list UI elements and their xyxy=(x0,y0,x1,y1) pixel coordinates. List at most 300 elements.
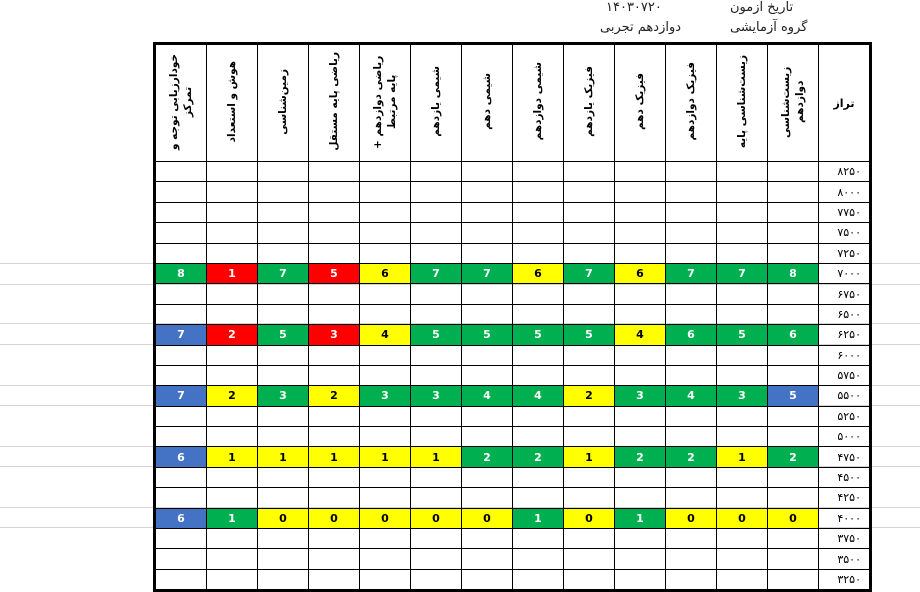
score-cell xyxy=(411,467,462,487)
score-cell xyxy=(462,488,513,508)
level-cell: ۶۲۵۰ xyxy=(819,325,871,345)
column-header-label: خودارزیابی توجه و تمرکز xyxy=(168,53,194,150)
score-cell xyxy=(258,162,309,182)
column-header-label: شیمی یازدهم xyxy=(430,66,442,137)
score-cell: 2 xyxy=(207,386,258,406)
score-cell xyxy=(666,549,717,569)
score-cell xyxy=(564,549,615,569)
table-row xyxy=(155,284,871,304)
score-cell xyxy=(615,467,666,487)
score-cell: 6 xyxy=(513,263,564,283)
table-row xyxy=(155,202,871,222)
column-header xyxy=(462,44,513,162)
column-header-label: شیمی دوازدهم xyxy=(532,62,544,141)
table-row xyxy=(155,345,871,365)
score-cell: 4 xyxy=(666,386,717,406)
score-cell xyxy=(768,529,819,549)
score-cell: 7 xyxy=(462,263,513,283)
score-cell xyxy=(309,202,360,222)
score-cell xyxy=(615,488,666,508)
score-cell xyxy=(564,284,615,304)
header-row xyxy=(155,44,871,162)
score-cell: 0 xyxy=(564,508,615,528)
score-cell xyxy=(258,488,309,508)
score-cell xyxy=(564,304,615,324)
score-cell xyxy=(309,284,360,304)
score-cell xyxy=(615,284,666,304)
score-cell xyxy=(768,284,819,304)
score-cell xyxy=(207,223,258,243)
score-cell xyxy=(513,304,564,324)
score-cell xyxy=(462,406,513,426)
score-cell xyxy=(462,345,513,365)
column-header-label: ریاضی دوازدهم + پایه مرتبط xyxy=(372,54,398,149)
level-cell: ۵۲۵۰ xyxy=(819,406,871,426)
level-cell: ۴۰۰۰ xyxy=(819,508,871,528)
score-cell xyxy=(258,202,309,222)
score-cell xyxy=(615,202,666,222)
column-header-label: فیزیک دهم xyxy=(634,73,646,130)
column-header-label: زیست‌شناسی دوازدهم xyxy=(780,65,806,138)
score-cell xyxy=(768,202,819,222)
score-cell xyxy=(309,529,360,549)
score-cell xyxy=(615,182,666,202)
score-cell xyxy=(717,488,768,508)
score-cell xyxy=(411,182,462,202)
score-cell: 7 xyxy=(666,263,717,283)
score-cell: 3 xyxy=(360,386,411,406)
score-cell: 0 xyxy=(462,508,513,528)
score-cell xyxy=(462,223,513,243)
score-cell xyxy=(309,182,360,202)
score-cell: 5 xyxy=(309,263,360,283)
table-row xyxy=(155,263,871,283)
column-header xyxy=(155,44,207,162)
score-cell xyxy=(155,284,207,304)
score-cell xyxy=(768,243,819,263)
score-cell xyxy=(666,162,717,182)
score-cell xyxy=(360,365,411,385)
score-cell: 6 xyxy=(360,263,411,283)
score-cell xyxy=(717,365,768,385)
score-cell xyxy=(666,345,717,365)
score-cell xyxy=(462,182,513,202)
score-cell: 0 xyxy=(768,508,819,528)
level-cell: ۸۲۵۰ xyxy=(819,162,871,182)
score-cell: 5 xyxy=(717,325,768,345)
score-cell xyxy=(207,243,258,263)
score-cell xyxy=(155,427,207,447)
score-cell xyxy=(666,406,717,426)
table-row xyxy=(155,162,871,182)
score-cell xyxy=(462,569,513,590)
score-cell: 1 xyxy=(615,508,666,528)
table-row xyxy=(155,508,871,528)
score-cell xyxy=(155,162,207,182)
score-cell xyxy=(411,569,462,590)
score-cell xyxy=(564,467,615,487)
score-cell xyxy=(462,549,513,569)
score-cell xyxy=(207,569,258,590)
score-cell xyxy=(768,345,819,365)
score-cell: 4 xyxy=(462,386,513,406)
score-cell xyxy=(462,365,513,385)
level-cell: ۷۰۰۰ xyxy=(819,263,871,283)
score-cell xyxy=(360,529,411,549)
score-cell xyxy=(666,182,717,202)
score-cell xyxy=(615,406,666,426)
score-cell: 8 xyxy=(768,263,819,283)
score-cell xyxy=(564,406,615,426)
score-cell xyxy=(513,467,564,487)
score-cell xyxy=(717,162,768,182)
score-cell xyxy=(513,162,564,182)
score-cell: 1 xyxy=(258,447,309,467)
score-cell xyxy=(717,406,768,426)
score-cell xyxy=(309,549,360,569)
score-cell xyxy=(666,202,717,222)
level-cell: ۵۵۰۰ xyxy=(819,386,871,406)
score-cell: 2 xyxy=(462,447,513,467)
table-row xyxy=(155,182,871,202)
score-cell xyxy=(615,549,666,569)
score-cell xyxy=(666,243,717,263)
score-cell xyxy=(768,488,819,508)
column-header xyxy=(615,44,666,162)
score-cell xyxy=(564,488,615,508)
score-cell: 0 xyxy=(258,508,309,528)
score-cell xyxy=(360,427,411,447)
score-cell xyxy=(717,569,768,590)
score-cell xyxy=(666,569,717,590)
column-header xyxy=(258,44,309,162)
score-cell xyxy=(513,284,564,304)
score-cell xyxy=(462,243,513,263)
level-cell: ۳۷۵۰ xyxy=(819,529,871,549)
score-cell xyxy=(258,365,309,385)
score-cell xyxy=(768,569,819,590)
score-cell xyxy=(768,162,819,182)
score-cell xyxy=(717,427,768,447)
score-cell: 5 xyxy=(513,325,564,345)
score-cell xyxy=(360,182,411,202)
level-cell: ۵۷۵۰ xyxy=(819,365,871,385)
score-cell xyxy=(155,202,207,222)
level-cell: ۳۲۵۰ xyxy=(819,569,871,590)
score-cell xyxy=(717,549,768,569)
score-cell xyxy=(207,549,258,569)
score-cell: 0 xyxy=(666,508,717,528)
score-cell xyxy=(564,345,615,365)
score-cell xyxy=(309,243,360,263)
score-cell xyxy=(155,345,207,365)
score-cell xyxy=(207,304,258,324)
score-cell xyxy=(513,569,564,590)
score-cell xyxy=(360,162,411,182)
score-table xyxy=(153,42,872,592)
score-cell xyxy=(666,488,717,508)
score-cell xyxy=(155,223,207,243)
score-cell xyxy=(564,182,615,202)
score-cell xyxy=(207,345,258,365)
score-cell: 3 xyxy=(411,386,462,406)
score-cell: 2 xyxy=(564,386,615,406)
score-cell xyxy=(309,162,360,182)
table-row xyxy=(155,223,871,243)
score-cell xyxy=(258,427,309,447)
score-cell: 8 xyxy=(155,263,207,283)
score-cell xyxy=(155,243,207,263)
score-cell: 1 xyxy=(564,447,615,467)
score-cell xyxy=(564,243,615,263)
column-header-label: هوش و استعداد xyxy=(226,60,238,143)
score-cell xyxy=(513,549,564,569)
score-cell xyxy=(615,529,666,549)
score-cell xyxy=(309,488,360,508)
level-cell: ۵۰۰۰ xyxy=(819,427,871,447)
score-cell xyxy=(207,406,258,426)
score-cell: 6 xyxy=(666,325,717,345)
score-cell xyxy=(207,202,258,222)
score-cell xyxy=(768,406,819,426)
column-header-level xyxy=(819,44,871,162)
score-cell xyxy=(258,284,309,304)
score-cell xyxy=(207,365,258,385)
table-row xyxy=(155,569,871,590)
column-header xyxy=(360,44,411,162)
score-cell: 2 xyxy=(666,447,717,467)
score-cell: 2 xyxy=(768,447,819,467)
score-cell xyxy=(717,467,768,487)
column-header-label: فیزیک دوازدهم xyxy=(685,62,697,141)
score-cell: 5 xyxy=(462,325,513,345)
score-cell xyxy=(309,223,360,243)
score-cell xyxy=(309,345,360,365)
score-cell xyxy=(564,569,615,590)
table-row xyxy=(155,427,871,447)
score-cell xyxy=(564,202,615,222)
table-row xyxy=(155,447,871,467)
score-cell: 7 xyxy=(258,263,309,283)
score-cell xyxy=(768,223,819,243)
score-cell: 2 xyxy=(207,325,258,345)
score-cell: 7 xyxy=(411,263,462,283)
score-cell: 6 xyxy=(155,447,207,467)
score-cell xyxy=(411,365,462,385)
score-cell xyxy=(411,223,462,243)
score-cell xyxy=(155,549,207,569)
score-cell xyxy=(258,529,309,549)
score-cell: 7 xyxy=(155,386,207,406)
score-cell xyxy=(360,549,411,569)
level-cell: ۸۰۰۰ xyxy=(819,182,871,202)
score-cell xyxy=(258,345,309,365)
score-cell xyxy=(564,223,615,243)
level-cell: ۶۷۵۰ xyxy=(819,284,871,304)
score-cell xyxy=(207,182,258,202)
score-cell xyxy=(666,467,717,487)
score-cell xyxy=(462,427,513,447)
score-cell xyxy=(207,427,258,447)
level-cell: ۴۲۵۰ xyxy=(819,488,871,508)
score-cell: 5 xyxy=(768,386,819,406)
score-cell: 0 xyxy=(411,508,462,528)
score-cell xyxy=(768,365,819,385)
score-cell xyxy=(615,569,666,590)
score-cell xyxy=(309,304,360,324)
table-row xyxy=(155,488,871,508)
score-cell xyxy=(513,488,564,508)
score-cell xyxy=(717,223,768,243)
score-cell xyxy=(462,284,513,304)
score-cell xyxy=(360,223,411,243)
score-cell xyxy=(717,182,768,202)
column-header xyxy=(207,44,258,162)
score-cell xyxy=(258,243,309,263)
score-cell xyxy=(258,569,309,590)
score-cell xyxy=(666,365,717,385)
score-cell: 1 xyxy=(207,447,258,467)
score-cell xyxy=(207,488,258,508)
score-cell xyxy=(207,467,258,487)
score-cell xyxy=(717,345,768,365)
score-cell xyxy=(564,427,615,447)
score-cell xyxy=(462,202,513,222)
score-cell xyxy=(411,406,462,426)
score-cell xyxy=(258,182,309,202)
score-cell: 0 xyxy=(309,508,360,528)
score-cell: 1 xyxy=(411,447,462,467)
score-cell xyxy=(615,304,666,324)
score-cell xyxy=(360,488,411,508)
score-cell xyxy=(615,345,666,365)
column-header xyxy=(411,44,462,162)
score-cell: 1 xyxy=(717,447,768,467)
level-cell: ۴۷۵۰ xyxy=(819,447,871,467)
score-cell xyxy=(207,284,258,304)
score-cell xyxy=(411,284,462,304)
column-header-label: زیست‌شناسی پایه xyxy=(736,54,748,149)
score-cell xyxy=(462,304,513,324)
score-cell xyxy=(615,365,666,385)
table-row xyxy=(155,325,871,345)
score-cell xyxy=(360,284,411,304)
score-cell xyxy=(411,549,462,569)
level-cell: ۶۵۰۰ xyxy=(819,304,871,324)
exam-date: ۱۴۰۳۰۷۲۰ xyxy=(606,0,662,15)
score-cell xyxy=(564,162,615,182)
score-cell xyxy=(513,223,564,243)
group-label: گروه آزمایشی xyxy=(730,20,808,35)
score-cell: 0 xyxy=(360,508,411,528)
score-cell: 2 xyxy=(513,447,564,467)
score-cell xyxy=(360,304,411,324)
level-cell: ۶۰۰۰ xyxy=(819,345,871,365)
score-cell: 2 xyxy=(615,447,666,467)
level-cell: ۳۵۰۰ xyxy=(819,549,871,569)
score-cell xyxy=(309,427,360,447)
score-cell xyxy=(155,304,207,324)
score-cell: 1 xyxy=(360,447,411,467)
score-cell xyxy=(513,406,564,426)
table-row xyxy=(155,406,871,426)
score-cell xyxy=(360,202,411,222)
score-cell: 6 xyxy=(155,508,207,528)
score-cell xyxy=(717,243,768,263)
table-row xyxy=(155,365,871,385)
score-cell xyxy=(360,467,411,487)
score-cell xyxy=(768,182,819,202)
score-cell xyxy=(666,223,717,243)
score-cell: 1 xyxy=(207,263,258,283)
score-cell xyxy=(462,529,513,549)
score-cell xyxy=(258,304,309,324)
score-cell xyxy=(155,569,207,590)
score-cell xyxy=(155,467,207,487)
group-name: دوازدهم تجربی xyxy=(600,20,682,35)
score-cell xyxy=(564,365,615,385)
score-cell xyxy=(155,365,207,385)
score-cell xyxy=(360,569,411,590)
column-header-label: فیزیک یازدهم xyxy=(583,66,595,137)
score-cell xyxy=(717,202,768,222)
score-cell: 4 xyxy=(360,325,411,345)
score-cell: 7 xyxy=(717,263,768,283)
column-header-label: تراز xyxy=(833,96,855,110)
score-cell xyxy=(666,304,717,324)
level-cell: ۴۵۰۰ xyxy=(819,467,871,487)
score-cell xyxy=(411,243,462,263)
score-cell xyxy=(411,304,462,324)
column-header xyxy=(309,44,360,162)
score-cell xyxy=(462,162,513,182)
score-cell xyxy=(513,202,564,222)
score-cell: 6 xyxy=(615,263,666,283)
score-cell xyxy=(615,223,666,243)
exam-date-label: تاریخ آزمون xyxy=(730,0,794,15)
score-cell xyxy=(258,549,309,569)
score-cell: 1 xyxy=(513,508,564,528)
score-cell xyxy=(513,529,564,549)
score-cell: 5 xyxy=(564,325,615,345)
score-cell xyxy=(258,223,309,243)
score-cell xyxy=(513,365,564,385)
score-cell: 6 xyxy=(768,325,819,345)
score-cell: 1 xyxy=(207,508,258,528)
score-cell xyxy=(155,182,207,202)
score-cell xyxy=(155,529,207,549)
score-cell xyxy=(615,162,666,182)
score-cell xyxy=(513,182,564,202)
score-cell xyxy=(207,529,258,549)
column-header xyxy=(768,44,819,162)
table-row xyxy=(155,386,871,406)
score-cell: 4 xyxy=(513,386,564,406)
score-cell: 7 xyxy=(564,263,615,283)
score-cell xyxy=(666,427,717,447)
column-header-label: ریاضی پایه مستقل xyxy=(328,52,340,151)
score-cell: 0 xyxy=(717,508,768,528)
score-cell xyxy=(513,427,564,447)
score-cell xyxy=(768,427,819,447)
score-cell: 4 xyxy=(615,325,666,345)
score-cell xyxy=(258,467,309,487)
column-header xyxy=(513,44,564,162)
score-cell: 3 xyxy=(717,386,768,406)
score-cell xyxy=(411,162,462,182)
score-cell xyxy=(360,243,411,263)
score-cell xyxy=(615,243,666,263)
